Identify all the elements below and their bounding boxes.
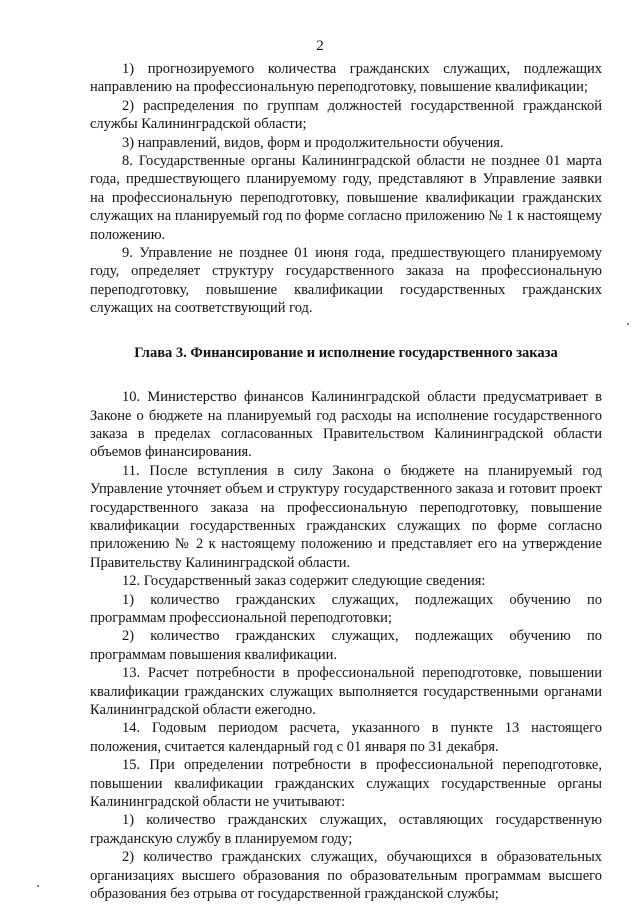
paragraph: 1) количество гражданских служащих, оставляющих государственную гражданскую службу в планируемом году; [90, 812, 602, 847]
scan-speck [37, 885, 39, 887]
paragraph: 2) распределения по группам должностей государственной гражданской службы Калининградской области; [90, 97, 602, 133]
paragraph: 9. Управление не позднее 01 июня года, предшествующего планируемому году, определяет структуру государственного заказа на профессиональную переподготовку, повышение квалификации государственных гражданских служащих на соответствующий год. [90, 245, 602, 317]
paragraph: 13. Расчет потребности в профессиональной переподготовке, повышении квалификации гражданских служащих выполняется государственными органами Калининградской области ежегодно. [90, 665, 602, 718]
page-number: 2 [316, 38, 324, 54]
paragraph: 12. Государственный заказ содержит следующие сведения: [122, 573, 486, 590]
paragraph: 14. Годовым периодом расчета, указанного в пункте 13 настоящего положения, считается календарный год с 01 января по 31 декабря. [90, 720, 602, 755]
scan-speck [627, 323, 629, 325]
paragraph: 2) количество гражданских служащих, обучающихся в образовательных организациях высшего образования по образовательным программам высшего образования без отрыва от государственной гражданской службы; [90, 849, 602, 903]
paragraph: 1) количество гражданских служащих, подлежащих обучению по программам профессиональной переподготовки; [90, 591, 602, 626]
document-body [90, 60, 602, 903]
paragraph: 3) направлений, видов, форм и продолжительности обучения. [122, 134, 504, 151]
paragraph: 10. Министерство финансов Калининградской области предусматривает в Законе о бюджете на планируемый год расходы на исполнение государственного заказа в пределах согласованных Правительством Калининградской области объемов финансирования. [90, 389, 602, 461]
paragraph: 15. При определении потребности в профессиональной переподготовке, повышении квалификации гражданских служащих государственные органы Калининградской области не учитывают: [90, 757, 602, 811]
paragraph: 8. Государственные органы Калининградской области не позднее 01 марта года, предшествующего планируемому году, представляют в Управление заявки на профессиональную переподготовку, повышение квалификации гражданских служащих на планируемый год по форме согласно приложению № 1 к настоящему положению. [90, 153, 602, 243]
paragraph: 2) количество гражданских служащих, подлежащих обучению по программам повышения квалификации. [90, 628, 602, 663]
chapter-heading: Глава 3. Финансирование и исполнение государственного заказа [134, 344, 558, 361]
paragraph: 11. После вступления в силу Закона о бюджете на планируемый год Управление уточняет объем и структуру государственного заказа и готовит проект государственного заказа на профессиональную переподготовку, повышение квалификации государственных гражданских служащих по форме согласно приложению № 2 к настоящему положению и представляет его на утверждение Правительству Калининградской области. [90, 462, 602, 571]
paragraph: 1) прогнозируемого количества гражданских служащих, подлежащих направлению на профессиональную переподготовку, повышение квалификации; [90, 61, 602, 96]
